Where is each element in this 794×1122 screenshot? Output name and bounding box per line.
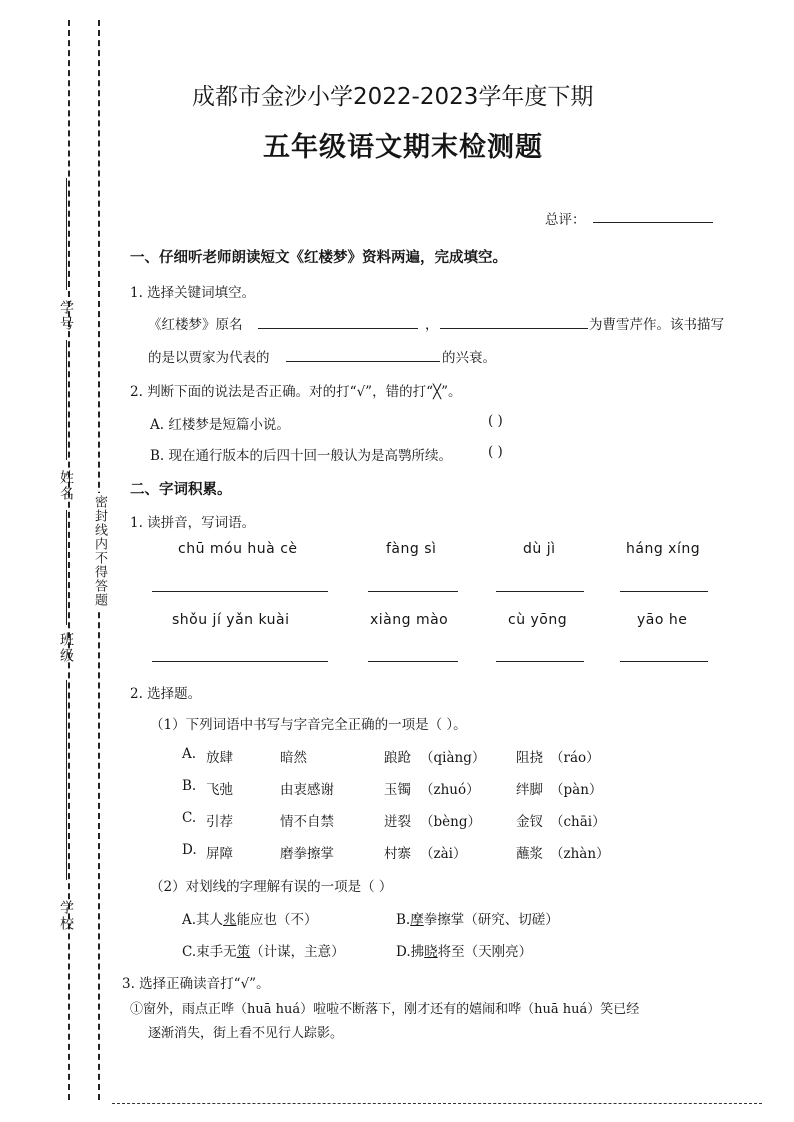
- option-pre: B.: [396, 912, 411, 928]
- s2-q1-title: 1. 读拼音，写词语。: [130, 515, 256, 531]
- option-word-1: 引荐: [206, 814, 233, 830]
- answer-line-2[interactable]: [368, 591, 458, 592]
- option-pinyin-4: （ráo）: [550, 750, 600, 766]
- field-line-4: [66, 680, 67, 880]
- s2-q2-title: 2. 选择题。: [130, 686, 202, 702]
- s2-q3-title: 3. 选择正确读音打“√”。: [122, 976, 270, 992]
- s2-sub2-title: （2）对划线的字理解有误的一项是（ ）: [150, 879, 393, 895]
- option-word-4: 阻挠: [516, 750, 543, 766]
- section-1-heading: 一、仔细听老师朗读短文《红楼梦》资料两遍，完成填空。: [130, 250, 507, 266]
- field-label-name: 姓名: [58, 470, 74, 502]
- pinyin-3: dù jì: [523, 541, 556, 557]
- seal-notice: 密封线内不得答题: [92, 495, 107, 607]
- option-word-1: 飞弛: [206, 782, 233, 798]
- s1-q1-text-b: 为曹雪芹作。该书描写: [589, 317, 724, 333]
- binding-margin: [0, 0, 120, 1122]
- cut-line-outer: [68, 20, 70, 1100]
- option-pre: D.拂: [396, 944, 425, 960]
- s2-q3-line-2: 逐渐消失，街上看不见行人踪影。: [148, 1026, 344, 1041]
- option-pinyin-3: （zài）: [420, 846, 467, 862]
- s1-q2-title: 2. 判断下面的说法是否正确。对的打“√”，错的打“╳”。: [130, 384, 462, 400]
- option-label: A.: [182, 746, 197, 762]
- underlined-char: 摩: [410, 912, 424, 928]
- total-score-label: 总评：: [545, 212, 586, 228]
- option-word-2: 磨拳擦掌: [280, 846, 334, 862]
- sub2-option-d[interactable]: [396, 940, 532, 960]
- field-label-school: 学校: [58, 900, 74, 932]
- bottom-cut-line: [112, 1103, 762, 1104]
- option-word-3: 迸裂: [384, 814, 411, 830]
- option-word-2: 暗然: [280, 750, 307, 766]
- answer-line-7[interactable]: [496, 661, 584, 662]
- option-pinyin-3: （zhuó）: [420, 782, 480, 798]
- pinyin-4: háng xíng: [626, 541, 701, 557]
- option-label: B.: [182, 778, 197, 794]
- field-line-2: [66, 340, 67, 460]
- pinyin-6: xiàng mào: [370, 612, 449, 628]
- option-word-1: 放肆: [206, 750, 233, 766]
- s1-q1-comma: ，: [425, 317, 439, 333]
- s1-q2-option-a: A. 红楼梦是短篇小说。: [150, 417, 290, 433]
- option-pinyin-4: （chāi）: [550, 814, 606, 830]
- sub2-option-a[interactable]: [182, 908, 318, 928]
- option-pinyin-3: （bèng）: [420, 814, 481, 830]
- s1-q1-blank-1[interactable]: [258, 328, 418, 329]
- underlined-char: 兆: [223, 912, 237, 928]
- s2-q3-line-1: ①窗外，雨点正哗（huā huá）啦啦不断落下，刚才还有的嬉闹和哗（huā huá）笑已经: [130, 1002, 640, 1017]
- option-post: 拳擦掌（研究、切磋）: [423, 912, 559, 928]
- answer-line-5[interactable]: [152, 661, 328, 662]
- option-post: （计谋，主意）: [250, 944, 345, 960]
- option-word-2: 情不自禁: [280, 814, 334, 830]
- option-word-3: 踉跄: [384, 750, 411, 766]
- pinyin-7: cù yōng: [508, 612, 568, 628]
- field-line-1: [66, 178, 67, 290]
- field-line-3: [66, 510, 67, 625]
- option-label: C.: [182, 810, 197, 826]
- s1-q1-text-c: 的是以贾家为代表的: [148, 350, 270, 366]
- answer-line-3[interactable]: [496, 591, 584, 592]
- answer-line-8[interactable]: [620, 661, 708, 662]
- option-pre: A.其人: [182, 912, 224, 928]
- s1-q1-blank-2[interactable]: [440, 328, 588, 329]
- s1-q1-title: 1. 选择关键词填空。: [130, 285, 256, 301]
- field-label-class: 班级: [58, 632, 74, 664]
- total-score-field[interactable]: [593, 222, 713, 223]
- pinyin-2: fàng sì: [386, 541, 437, 557]
- s1-q2-answer-b[interactable]: ( ): [488, 444, 503, 460]
- underlined-char: 晓: [424, 944, 438, 960]
- option-pre: C.束手无: [182, 944, 237, 960]
- option-word-3: 玉镯: [384, 782, 411, 798]
- pinyin-5: shǒu jí yǎn kuài: [172, 612, 290, 628]
- s1-q2-answer-a[interactable]: ( ): [488, 413, 503, 429]
- pinyin-8: yāo he: [637, 612, 688, 628]
- option-word-1: 屏障: [206, 846, 233, 862]
- s1-q1-text-a: 《红楼梦》原名: [148, 317, 243, 333]
- section-2-heading: 二、字词积累。: [130, 482, 232, 498]
- option-post: 将至（天刚亮）: [437, 944, 533, 960]
- option-label: D.: [182, 842, 197, 858]
- option-pinyin-4: （zhàn）: [550, 846, 610, 862]
- s1-q2-option-b: B. 现在通行版本的后四十回一般认为是高鹗所续。: [150, 448, 453, 464]
- field-label-student-id: 学号: [58, 300, 74, 332]
- option-word-2: 由衷感谢: [280, 782, 334, 798]
- school-title: 成都市金沙小学2022-2023学年度下期: [192, 84, 594, 110]
- option-word-4: 蘸浆: [516, 846, 543, 862]
- option-post: 能应也（不）: [236, 912, 318, 928]
- option-pinyin-4: （pàn）: [550, 782, 603, 798]
- s1-q1-text-d: 的兴衰。: [442, 350, 496, 366]
- pinyin-1: chū móu huà cè: [178, 541, 298, 557]
- answer-line-1[interactable]: [152, 591, 328, 592]
- answer-line-4[interactable]: [620, 591, 708, 592]
- sub2-option-b[interactable]: [396, 908, 559, 928]
- exam-title: 五年级语文期末检测题: [263, 132, 543, 163]
- s2-sub1-title: （1）下列词语中书写与字音完全正确的一项是（ ）。: [150, 717, 467, 733]
- answer-line-6[interactable]: [368, 661, 458, 662]
- option-word-4: 金钗: [516, 814, 543, 830]
- sub2-option-c[interactable]: [182, 940, 345, 960]
- option-word-3: 村寨: [384, 846, 411, 862]
- option-pinyin-3: （qiàng）: [420, 750, 486, 766]
- underlined-char: 策: [236, 944, 251, 960]
- s1-q1-blank-3[interactable]: [286, 361, 440, 362]
- option-word-4: 绊脚: [516, 782, 543, 798]
